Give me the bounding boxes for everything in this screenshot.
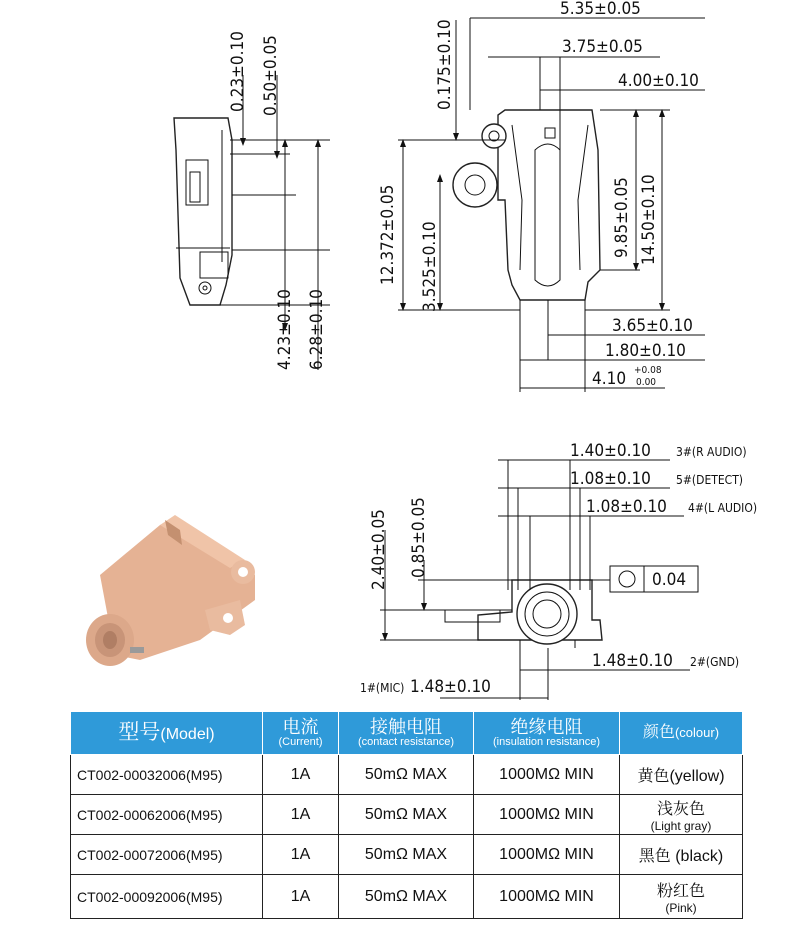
dim-4.10-upper-tol: +0.08 bbox=[634, 365, 662, 376]
dim-2.40: 2.40±0.05 bbox=[369, 509, 389, 590]
dim-1.48-mic: 1.48±0.10 bbox=[410, 677, 491, 697]
cell-current: 1A bbox=[263, 875, 339, 919]
cell-colour: 黑色 (black) bbox=[620, 835, 743, 875]
cell-model: CT002-00062006(M95) bbox=[71, 795, 263, 835]
dim-4.10: 4.10 bbox=[592, 369, 627, 389]
cell-model: CT002-00032006(M95) bbox=[71, 755, 263, 795]
dim-0.175: 0.175±0.10 bbox=[435, 19, 455, 110]
dim-4.23: 4.23±0.10 bbox=[275, 289, 295, 370]
cell-contact: 50mΩ MAX bbox=[339, 755, 474, 795]
dim-3.75: 3.75±0.05 bbox=[562, 37, 643, 57]
dim-1.80: 1.80±0.10 bbox=[605, 341, 686, 361]
cell-insulation: 1000MΩ MIN bbox=[474, 795, 620, 835]
table-header-row bbox=[71, 712, 743, 755]
product-photo bbox=[86, 515, 255, 666]
cell-current: 1A bbox=[263, 755, 339, 795]
cell-colour: 黄色(yellow) bbox=[620, 755, 743, 795]
table-row bbox=[71, 875, 743, 919]
pin-label-5: 5#(DETECT) bbox=[676, 473, 744, 487]
dim-1.08-detect: 1.08±0.10 bbox=[570, 469, 651, 489]
cell-contact: 50mΩ MAX bbox=[339, 795, 474, 835]
dim-1.48-gnd: 1.48±0.10 bbox=[592, 651, 673, 671]
cell-current: 1A bbox=[263, 835, 339, 875]
header-model: 型号(Model) bbox=[71, 712, 263, 755]
dim-12.372: 12.372±0.05 bbox=[378, 184, 398, 285]
cell-colour: 粉红色 (Pink) bbox=[620, 875, 743, 919]
dim-0.50: 0.50±0.05 bbox=[261, 35, 281, 116]
dim-9.85: 9.85±0.05 bbox=[612, 177, 632, 258]
header-insulation-resistance: 绝缘电阻 (insulation resistance) bbox=[474, 712, 620, 755]
cell-current: 1A bbox=[263, 795, 339, 835]
header-colour: 颜色(colour) bbox=[620, 712, 743, 755]
pin-label-4: 4#(L AUDIO) bbox=[688, 501, 758, 515]
dim-0.04-flatness: 0.04 bbox=[652, 570, 687, 590]
dim-5.35: 5.35±0.05 bbox=[560, 0, 641, 19]
pin-label-2: 2#(GND) bbox=[690, 655, 740, 669]
table-row bbox=[71, 835, 743, 875]
dim-0.85: 0.85±0.05 bbox=[409, 497, 429, 578]
pin-label-3: 3#(R AUDIO) bbox=[676, 445, 747, 459]
cell-contact: 50mΩ MAX bbox=[339, 835, 474, 875]
header-current: 电流 (Current) bbox=[263, 712, 339, 755]
dim-4.00: 4.00±0.10 bbox=[618, 71, 699, 91]
spec-table bbox=[70, 711, 743, 919]
dim-6.28: 6.28±0.10 bbox=[307, 289, 327, 370]
cell-insulation: 1000MΩ MIN bbox=[474, 835, 620, 875]
table-row bbox=[71, 755, 743, 795]
dim-14.50: 14.50±0.10 bbox=[639, 174, 659, 265]
header-contact-resistance: 接触电阻 (contact resistance) bbox=[339, 712, 474, 755]
table-row bbox=[71, 795, 743, 835]
cell-insulation: 1000MΩ MIN bbox=[474, 755, 620, 795]
dim-1.40: 1.40±0.10 bbox=[570, 441, 651, 461]
pin-label-1: 1#(MIC) bbox=[360, 681, 405, 695]
dim-3.65: 3.65±0.10 bbox=[612, 316, 693, 336]
dim-4.10-lower-tol: 0.00 bbox=[636, 377, 657, 388]
cell-insulation: 1000MΩ MIN bbox=[474, 875, 620, 919]
cell-model: CT002-00092006(M95) bbox=[71, 875, 263, 919]
cell-colour: 浅灰色 (Light gray) bbox=[620, 795, 743, 835]
dim-1.08-l-audio: 1.08±0.10 bbox=[586, 497, 667, 517]
cell-contact: 50mΩ MAX bbox=[339, 875, 474, 919]
dim-3.525: 3.525±0.10 bbox=[420, 221, 440, 312]
cell-model: CT002-00072006(M95) bbox=[71, 835, 263, 875]
dim-0.23: 0.23±0.10 bbox=[228, 31, 248, 112]
